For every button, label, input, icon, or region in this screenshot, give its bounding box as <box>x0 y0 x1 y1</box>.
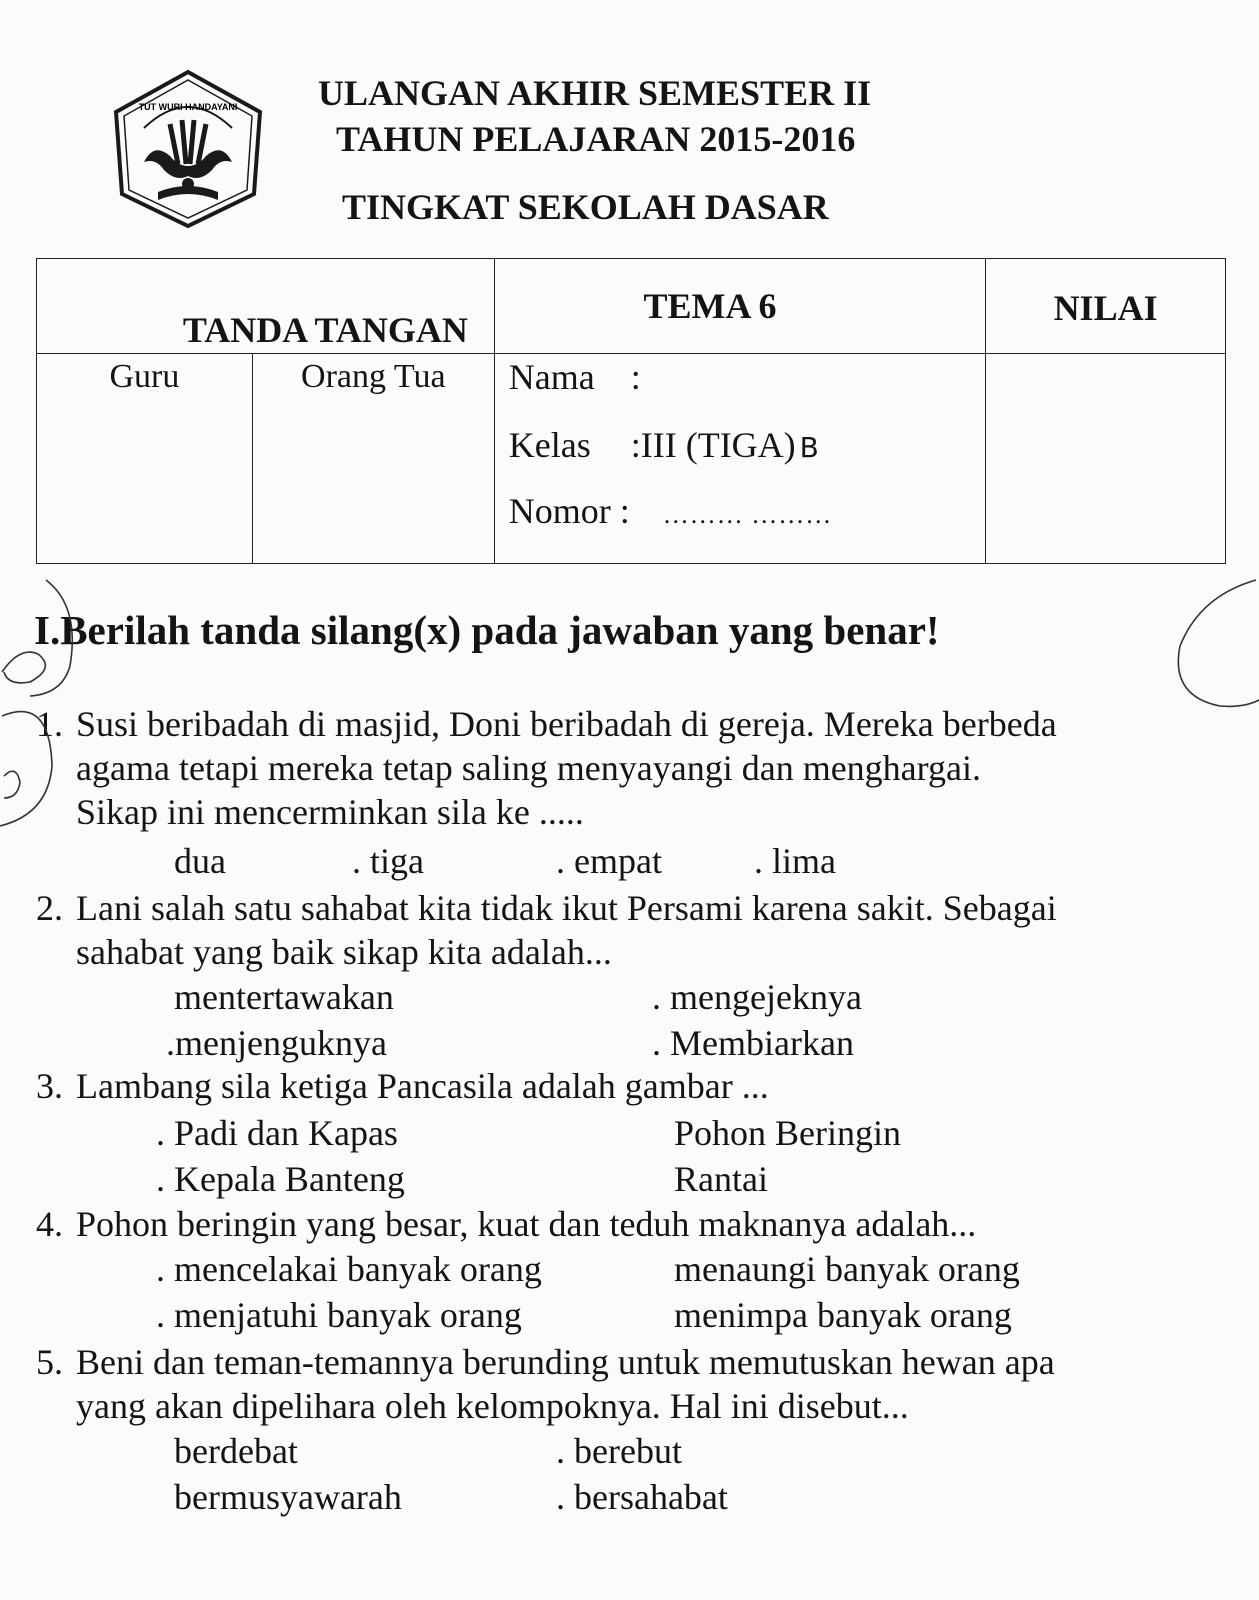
handwritten-class-letter: B <box>799 431 819 464</box>
school-level: TINGKAT SEKOLAH DASAR <box>342 187 829 227</box>
question-1 <box>36 702 1057 834</box>
question-line: Susi beribadah di masjid, Doni beribadah di gereja. Mereka berbeda <box>76 704 1057 744</box>
q5-option-d[interactable]: . bersahabat <box>556 1477 728 1517</box>
q2-option-b[interactable]: . mengejeknya <box>652 977 862 1017</box>
question-line: sahabat yang baik sikap kita adalah... <box>76 932 612 972</box>
parent-signature-cell[interactable] <box>252 354 494 564</box>
q1-option-d[interactable]: . lima <box>754 841 836 881</box>
q1-option-b[interactable]: . tiga <box>352 841 424 881</box>
academic-year: TAHUN PELAJARAN 2015-2016 <box>336 119 856 159</box>
question-number: 3. <box>36 1066 63 1106</box>
section-title: I.Berilah tanda silang(x) pada jawaban yang benar! <box>34 607 940 653</box>
question-2 <box>36 886 1057 974</box>
class-label: Kelas <box>508 425 591 465</box>
q2-option-d[interactable]: . Membiarkan <box>652 1023 854 1063</box>
name-value: : <box>630 357 641 397</box>
student-details-cell <box>494 354 985 564</box>
name-label: Nama <box>508 357 595 397</box>
q2-option-a[interactable]: mentertawakan <box>174 977 394 1017</box>
question-line: Beni dan teman-temannya berunding untuk memutuskan hewan apa <box>76 1342 1055 1382</box>
question-line: Lani salah satu sahabat kita tidak ikut Persami karena sakit. Sebagai <box>76 888 1057 928</box>
question-line: yang akan dipelihara oleh kelompoknya. Hal ini disebut... <box>76 1386 909 1426</box>
number-value: ……… ……… <box>662 500 833 529</box>
q3-option-d[interactable]: Rantai <box>674 1159 768 1199</box>
question-5 <box>36 1340 1055 1428</box>
score-header: NILAI <box>986 259 1226 354</box>
question-line: Lambang sila ketiga Pancasila adalah gambar ... <box>76 1066 769 1106</box>
q3-option-b[interactable]: Pohon Beringin <box>674 1113 902 1153</box>
question-4 <box>36 1202 977 1246</box>
q3-option-c[interactable]: . Kepala Banteng <box>156 1159 405 1199</box>
class-row <box>509 424 819 466</box>
score-cell[interactable] <box>986 354 1226 564</box>
q5-option-a[interactable]: berdebat <box>174 1431 298 1471</box>
question-number: 2. <box>36 888 63 928</box>
q4-option-d[interactable]: menimpa banyak orang <box>674 1295 1012 1335</box>
q4-option-c[interactable]: . menjatuhi banyak orang <box>156 1295 522 1335</box>
q5-option-b[interactable]: . berebut <box>556 1431 682 1471</box>
teacher-label: Guru <box>109 358 180 395</box>
question-number: 1. <box>36 704 63 744</box>
q1-option-c[interactable]: . empat <box>556 841 662 881</box>
name-row[interactable] <box>509 356 641 398</box>
svg-text:TUT WURI HANDAYANI: TUT WURI HANDAYANI <box>138 102 238 112</box>
signature-header: TANDA TANGAN <box>37 259 495 354</box>
number-row[interactable] <box>509 490 833 532</box>
teacher-signature-cell[interactable] <box>37 354 253 564</box>
student-info-table <box>36 258 1226 564</box>
question-line: Pohon beringin yang besar, kuat dan teduh maknanya adalah... <box>76 1204 977 1244</box>
pencil-circle-right <box>1160 576 1259 716</box>
q4-option-b[interactable]: menaungi banyak orang <box>674 1249 1020 1289</box>
question-line: agama tetapi mereka tetap saling menyayangi dan menghargai. <box>76 748 981 788</box>
number-label: Nomor : <box>508 491 630 531</box>
question-number: 4. <box>36 1204 63 1244</box>
q5-option-c[interactable]: bermusyawarah <box>174 1477 402 1517</box>
q1-option-a[interactable]: dua <box>174 841 226 881</box>
question-3 <box>36 1064 769 1108</box>
parent-label: Orang Tua <box>301 358 446 395</box>
question-number: 5. <box>36 1342 63 1382</box>
exam-title: ULANGAN AKHIR SEMESTER II <box>318 73 872 113</box>
theme-header: TEMA 6 <box>494 259 985 354</box>
q2-option-c[interactable]: .menjenguknya <box>166 1023 387 1063</box>
tut-wuri-handayani-logo <box>104 66 272 234</box>
q4-option-a[interactable]: . mencelakai banyak orang <box>156 1249 542 1289</box>
class-value: :III (TIGA) <box>630 425 796 465</box>
question-line: Sikap ini mencerminkan sila ke ..... <box>76 792 584 832</box>
q3-option-a[interactable]: . Padi dan Kapas <box>156 1113 398 1153</box>
